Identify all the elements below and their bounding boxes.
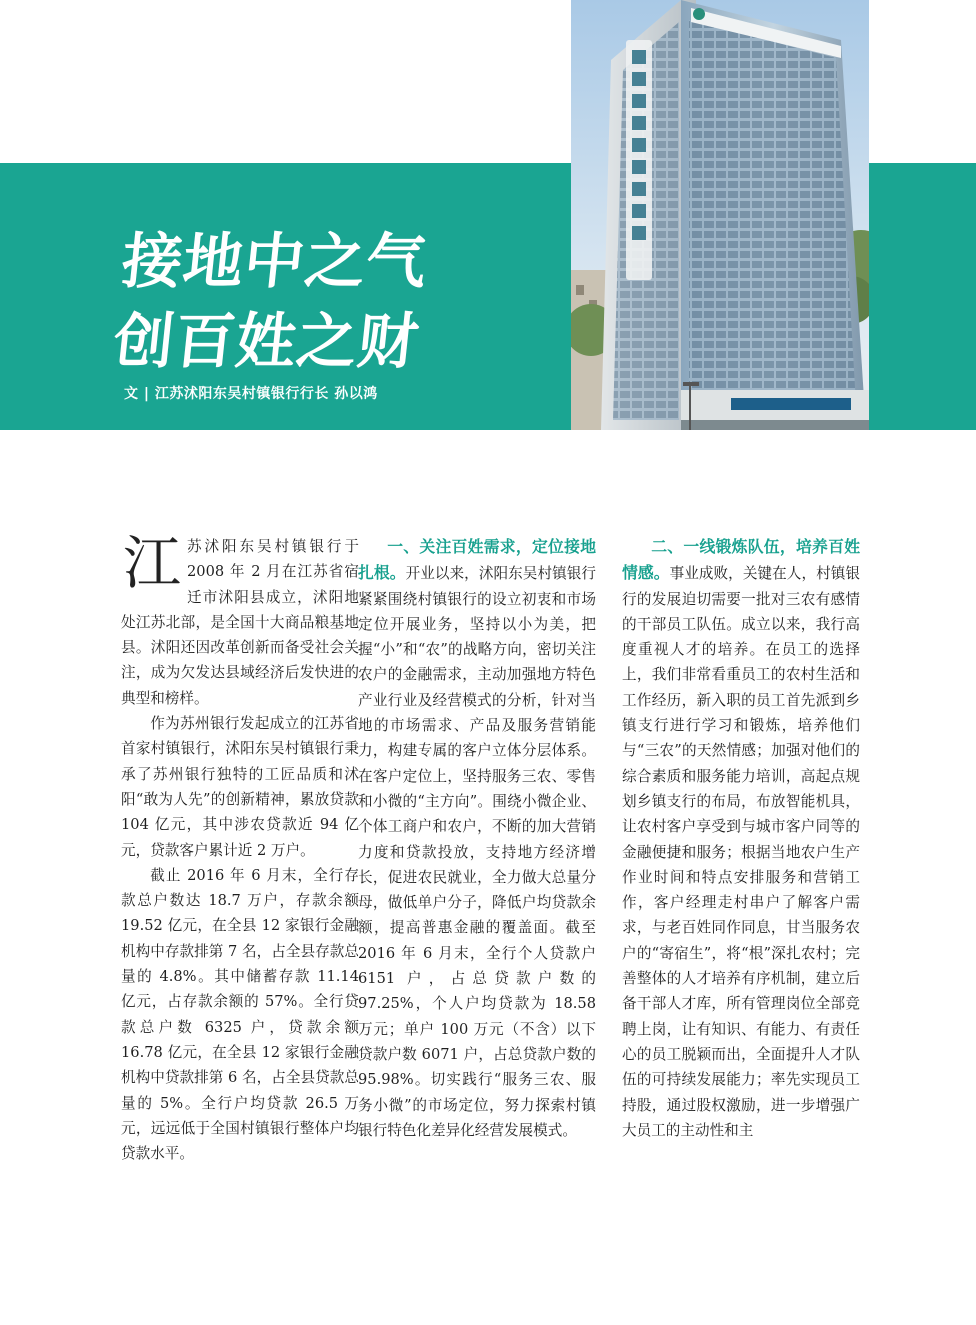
- title-line-1: 接地中之气: [118, 227, 431, 297]
- bank-building-photo: [571, 0, 869, 430]
- paragraph: 截止 2016 年 6 月末，全行存款总户数达 18.7 万户，存款余额 19.52 亿元，在全县 12 家银行金融机构中存款排第 7 名，占全县存款总量的 4.8%。其中储蓄存款 11.14 亿元，占存款余额的 57%。全行贷款总户数 6325 户，贷款余额 16.78 亿元，在全县 12 家银行金融机构中贷款排第 6 名，占全县贷款总量的 5%。全行户均贷款 26.5 万元，远远低于全国村镇银行整体户均贷款水平。: [121, 866, 359, 1163]
- section-heading: 一、关注百姓需求，定位接地扎根。: [358, 537, 596, 583]
- paragraph: 作为苏州银行发起成立的江苏省首家村镇银行，沭阳东吴村镇银行秉承了苏州银行独特的工匠品质和沭阳“敢为人先”的创新精神，累放贷款 104 亿元，其中涉农贷款近 94 亿元，贷款客户累计近 2 万户。: [121, 715, 359, 859]
- page-title: [110, 222, 432, 382]
- paragraph-text: 开业以来，沭阳东吴村镇银行紧紧围绕村镇银行的设立初衷和市场定位开展业务，坚持以小为美，把握“小”和“农”的战略方向，密切关注农户的金融需求，主动加强地方特色产业行业及经营模式的分析，针对当地的市场需求、产品及服务营销能力，构建专属的客户立体分层体系。在客户定位上，坚持服务三农、零售和小微的“主方向”。围绕小微企业、个体工商户和农户，不断的加大营销力度和贷款投放，支持地方经济增长，促进农民就业，全力做大总量分母，做低单户分子，降低户均贷款余额，提高普惠金融的覆盖面。截至 2016 年 6 月末，全行个人贷款户 6151 户，占总贷款户数的 97.25%，个人户均贷款为 18.58 万元；单户 100 万元（不含）以下贷款户数 6071 户，占总贷款户数的 95.98%。切实践行“服务三农、服务小微”的市场定位，努力探索村镇银行特色化差异化经营发展模式。: [358, 565, 596, 1139]
- paragraph: [358, 534, 596, 1143]
- article-column-1: [121, 529, 359, 1166]
- article-column-2: [358, 534, 596, 1143]
- paragraph: [121, 529, 359, 711]
- paragraph-text: 事业成败，关键在人，村镇银行的发展迫切需要一批对三农有感情的干部员工队伍。成立以来，我行高度重视人才的培养。在员工的选择上，我们非常看重员工的农村生活和工作经历，新入职的员工首先派到乡镇支行进行学习和锻炼，培养他们与“三农”的天然情感；加强对他们的综合素质和服务能力培训，高起点规划乡镇支行的布局，布放智能机具，让农村客户享受到与城市客户同等的金融便捷和服务；根据当地农户生产作业时间和特点安排服务和营销工作，客户经理走村串户了解客户需求，与老百姓同作同息，甘当服务农户的“寄宿生”，将“根”深扎农村；完善整体的人才培养有序机制，建立后备干部人才库，所有管理岗位全部竞聘上岗，让有知识、有能力、有责任心的员工脱颖而出，全面提升人才队伍的可持续发展能力；率先实现员工持股，通过股权激励，进一步增强广大员工的主动性和主: [622, 565, 860, 1139]
- article-column-3: [622, 534, 860, 1143]
- title-line-2: 创百姓之财: [110, 307, 423, 377]
- paragraph-text: 苏沭阳东吴村镇银行于 2008 年 2 月在江苏省宿迁市沭阳县成立，沭阳地处江苏北部，是全国十大商品粮基地县。沭阳还因改革创新而备受社会关注，成为欠发达县域经济后发快进的典型和榜样。: [121, 538, 359, 707]
- section-heading: 二、一线锻炼队伍，培养百姓情感。: [622, 537, 860, 583]
- drop-cap: 江: [123, 529, 182, 597]
- author-byline: 文 | 江苏沭阳东吴村镇银行行长 孙以鸿: [124, 386, 378, 402]
- paragraph: [622, 534, 860, 1143]
